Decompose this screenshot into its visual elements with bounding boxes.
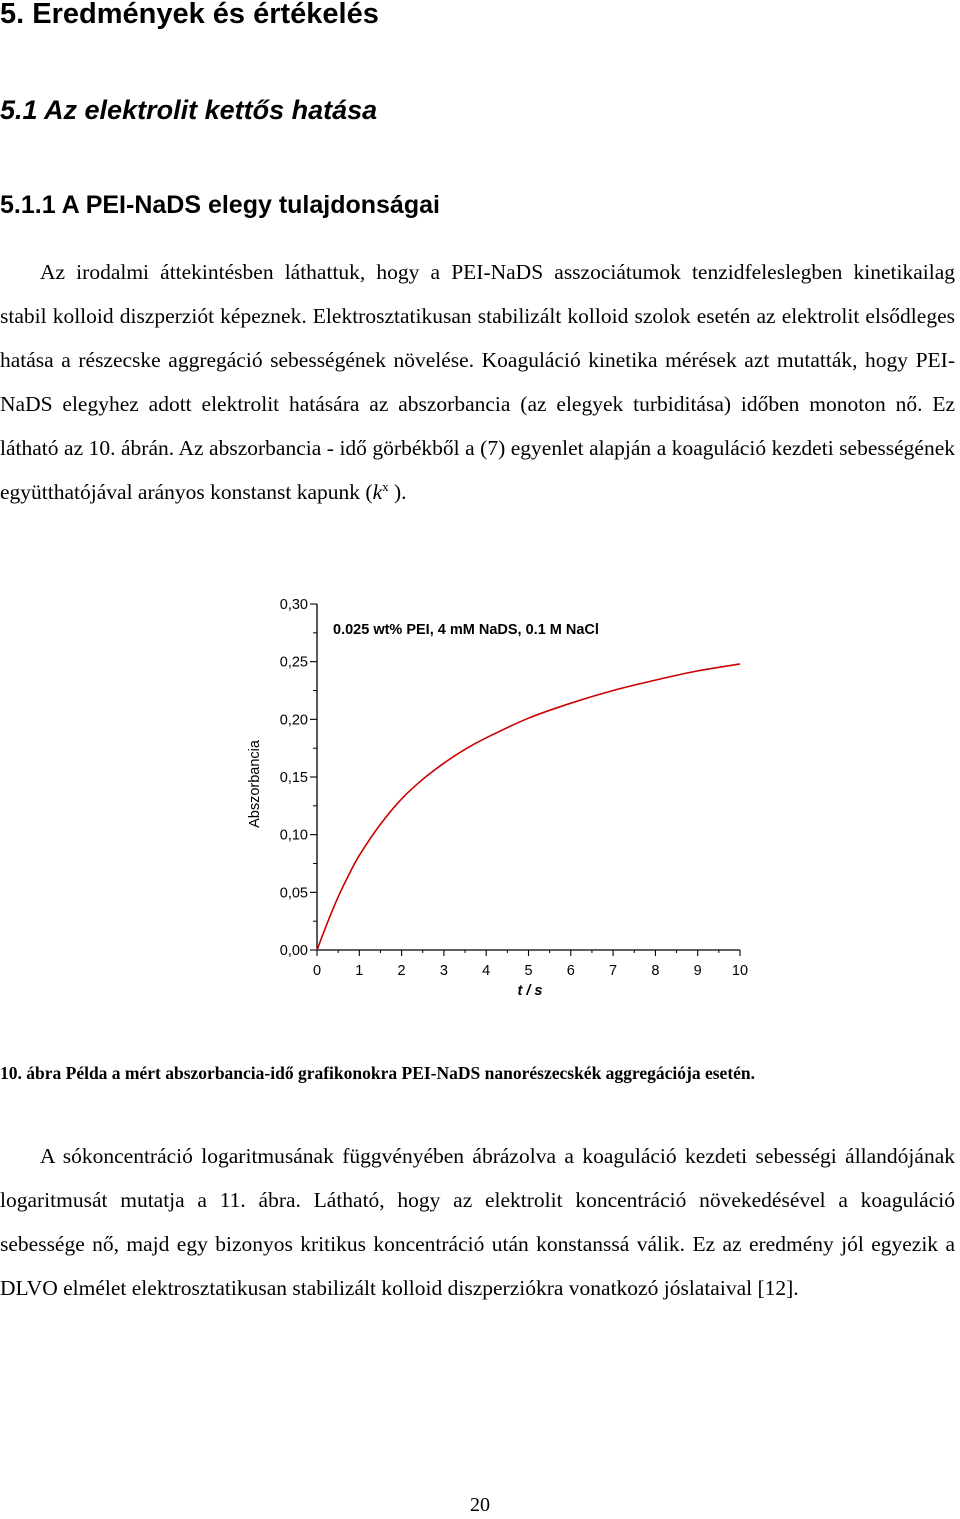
x-tick-label: 2 xyxy=(397,963,406,979)
page-number: 20 xyxy=(470,1494,490,1516)
y-tick-label: 0,10 xyxy=(279,827,308,844)
x-tick-label: 6 xyxy=(566,963,575,979)
chart-series xyxy=(317,664,740,950)
y-tick-label: 0,30 xyxy=(279,597,308,613)
x-tick-label: 8 xyxy=(651,963,660,979)
y-axis-ticks xyxy=(280,597,317,959)
chart-annotation: 0.025 wt% PEI, 4 mM NaDS, 0.1 M NaCl xyxy=(333,622,599,638)
subsection-heading: 5.1 Az elektrolit kettős hatása xyxy=(0,95,378,125)
y-axis-label: Abszorbancia xyxy=(247,740,263,828)
second-paragraph: A sókoncentráció logaritmusának függvényében ábrázolva a koaguláció kezdeti sebességi állandójának logaritmusát mutatja a 11. ábra. Látható, hogy az elektrolit koncentráció növekedésével a koaguláció sebessége nő, majd egy bizonyos kritikus koncentráció után konstanssá válik. Ez az eredmény jól egyezik a DLVO elmélet elektrosztatikusan stabilizált kolloid diszperziókra vonatkozó jóslataival [12]. xyxy=(0,1144,955,1300)
x-tick-label: 3 xyxy=(439,963,448,979)
subsubsection-heading: 5.1.1 A PEI-NaDS elegy tulajdonságai xyxy=(0,191,440,219)
y-tick-label: 0,15 xyxy=(279,770,308,786)
x-tick-label: 10 xyxy=(731,963,749,979)
chart-axes xyxy=(317,604,740,950)
k-superscript: x xyxy=(382,479,389,494)
y-tick-label: 0,20 xyxy=(279,712,308,729)
x-tick-label: 0 xyxy=(312,963,322,979)
y-tick-label: 0,05 xyxy=(279,885,308,902)
y-tick-label: 0,00 xyxy=(279,943,308,959)
x-tick-label: 5 xyxy=(524,963,533,979)
intro-paragraph-text: Az irodalmi áttekintésben láthattuk, hogy a PEI-NaDS asszociátumok tenzidfeleslegben kinetikailag stabil kolloid diszperziót képeznek. Elektrosztatikusan stabilizált kolloid szolok esetén az elektrolit elsődleges hatása a részecske aggregáció sebességének növelése. Koaguláció kinetika mérések azt mutatták, hogy PEI-NaDS elegyhez adott elektrolit hatására az abszorbancia (az elegyek turbiditása) időben monoton nő. Ez látható az 10. ábrán. Az abszorbancia - idő görbékből a (7) egyenlet alapján a koaguláció kezdeti sebességének együtthatójával arányos konstanst kapunk ( xyxy=(0,260,955,504)
series-line xyxy=(317,664,740,950)
section-heading: 5. Eredmények és értékelés xyxy=(0,0,379,30)
x-tick-label: 7 xyxy=(609,963,618,979)
x-axis-ticks xyxy=(313,950,748,979)
x-axis-label: t / s xyxy=(517,983,543,999)
x-tick-label: 9 xyxy=(693,963,702,979)
intro-paragraph-end: ). xyxy=(388,480,407,504)
y-tick-label: 0,25 xyxy=(279,654,308,671)
k-symbol: k xyxy=(372,480,383,504)
x-tick-label: 1 xyxy=(355,963,364,979)
x-tick-label: 4 xyxy=(482,963,491,979)
figure-caption: 10. ábra Példa a mért abszorbancia-idő grafikonokra PEI-NaDS nanorészecskék aggregációja esetén. xyxy=(0,1063,756,1083)
